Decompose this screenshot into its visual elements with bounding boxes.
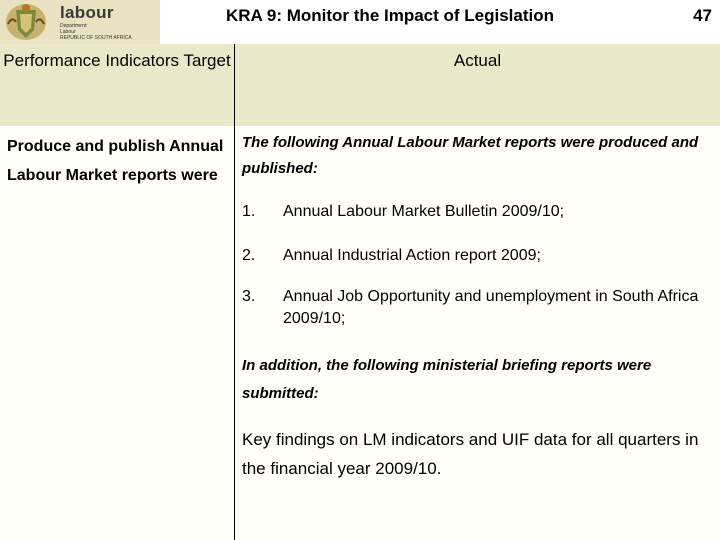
list-number: 2.: [242, 247, 256, 264]
logo-wordmark: labour: [60, 3, 114, 22]
page-number: 47: [693, 6, 712, 25]
ministerial-briefing-intro: In addition, the following ministerial briefing reports were submitted:: [242, 357, 652, 402]
department-logo: [0, 0, 160, 44]
header-divider: [0, 126, 720, 128]
logo-subtitle-line: Labour: [60, 29, 76, 35]
kra-table: [0, 44, 720, 540]
actual-header: Actual: [453, 51, 502, 70]
target-text: Produce and publish Annual Labour Market reports were: [7, 138, 224, 184]
coat-of-arms-icon: [2, 2, 50, 42]
actual-intro: The following Annual Labour Market reports were produced and published:: [242, 134, 699, 177]
list-number: 3.: [242, 288, 256, 305]
list-number: 1.: [242, 203, 256, 220]
logo-subtitle-line: Department:: [60, 23, 88, 29]
slide-header: [0, 0, 720, 44]
slide-title: KRA 9: Monitor the Impact of Legislation: [225, 6, 555, 25]
list-text: Annual Job Opportunity and unemployment in South Africa 2009/10;: [283, 288, 699, 327]
column-divider: [234, 44, 235, 540]
logo-subtitle: [60, 23, 132, 41]
list-text: Annual Industrial Action report 2009;: [283, 247, 541, 264]
list-text: Annual Labour Market Bulletin 2009/10;: [283, 203, 565, 220]
key-findings-text: Key findings on LM indicators and UIF data for all quarters in the financial year 2009/10.: [242, 430, 699, 478]
logo-subtitle-line: REPUBLIC OF SOUTH AFRICA: [60, 35, 132, 41]
performance-indicators-target-header: Performance Indicators Target: [3, 51, 231, 70]
